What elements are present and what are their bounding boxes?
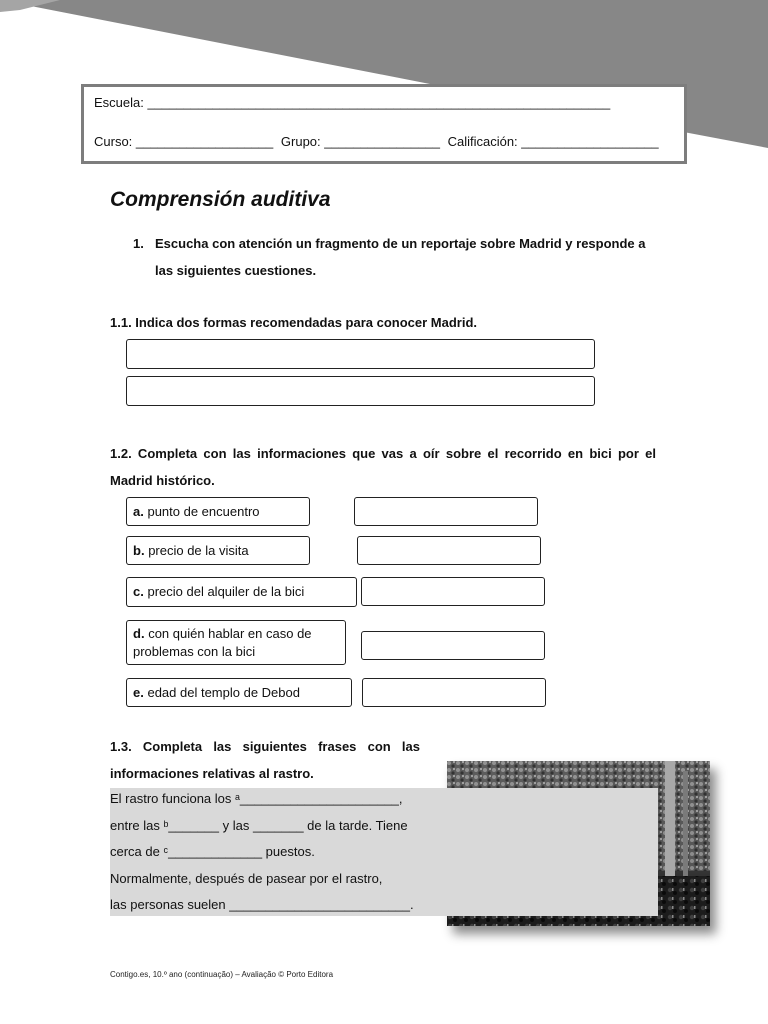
section-1-1-heading: 1.1. Indica dos formas recomendadas para conocer Madrid. — [110, 315, 478, 330]
item-text: edad del templo de Debod — [147, 685, 300, 700]
page-footer: Contigo.es, 10.º ano (continuação) – Avaliação © Porto Editora — [110, 970, 334, 979]
info-row — [94, 134, 659, 149]
section-1-2-heading: 1.2. Completa con las informaciones que vas a oír sobre el recorrido en bici por el Madrid histórico. — [110, 446, 656, 488]
item-text: punto de encuentro — [147, 504, 260, 519]
paragraph-line: entre las ᵇ_______ y las _______ de la tarde. Tiene — [110, 817, 408, 833]
answer-box-1-1-b[interactable] — [126, 376, 595, 406]
group-field[interactable]: Grupo: ________________ — [280, 134, 440, 149]
answer-box-1-2-d[interactable] — [361, 631, 545, 660]
item-label-c — [126, 577, 357, 607]
item-label-b — [126, 536, 310, 565]
school-field[interactable]: Escuela: ________________________________________________________________ — [94, 95, 611, 110]
answer-box-1-1-a[interactable] — [126, 339, 595, 369]
answer-box-1-2-b[interactable] — [357, 536, 541, 565]
fill-in-paragraph — [110, 786, 650, 919]
item-text: con quién hablar en caso de problemas con la bici — [133, 626, 312, 659]
answer-box-1-2-a[interactable] — [354, 497, 538, 526]
item-letter: b. — [133, 543, 145, 558]
item-label-a — [126, 497, 310, 526]
grade-field[interactable]: Calificación: ___________________ — [447, 134, 659, 149]
student-info-box — [81, 84, 687, 164]
section-1-3-heading: 1.3. Completa las siguientes frases con las informaciones relativas al rastro. — [110, 739, 420, 781]
question-1-text: Escucha con atención un fragmento de un reportaje sobre Madrid y responde a las siguientes cuestiones. — [155, 236, 646, 278]
paragraph-line: El rastro funciona los ᵃ______________________, — [110, 791, 403, 806]
item-label-d — [126, 620, 346, 665]
answer-box-1-2-e[interactable] — [362, 678, 546, 707]
question-1-number: 1. — [133, 236, 144, 251]
paragraph-line: las personas suelen _________________________. — [110, 897, 414, 913]
course-field[interactable]: Curso: ___________________ — [94, 134, 274, 149]
page-title: Comprensión auditiva — [110, 188, 331, 211]
item-letter: d. — [133, 626, 145, 641]
answer-box-1-2-c[interactable] — [361, 577, 545, 606]
item-text: precio del alquiler de la bici — [147, 584, 305, 599]
item-label-e — [126, 678, 352, 707]
paragraph-line: Normalmente, después de pasear por el rastro, — [110, 870, 383, 886]
item-letter: a. — [133, 504, 144, 519]
item-letter: e. — [133, 685, 144, 700]
paragraph-line: cerca de ᶜ_____________ puestos. — [110, 844, 315, 860]
item-letter: c. — [133, 584, 144, 599]
item-text: precio de la visita — [148, 543, 249, 558]
